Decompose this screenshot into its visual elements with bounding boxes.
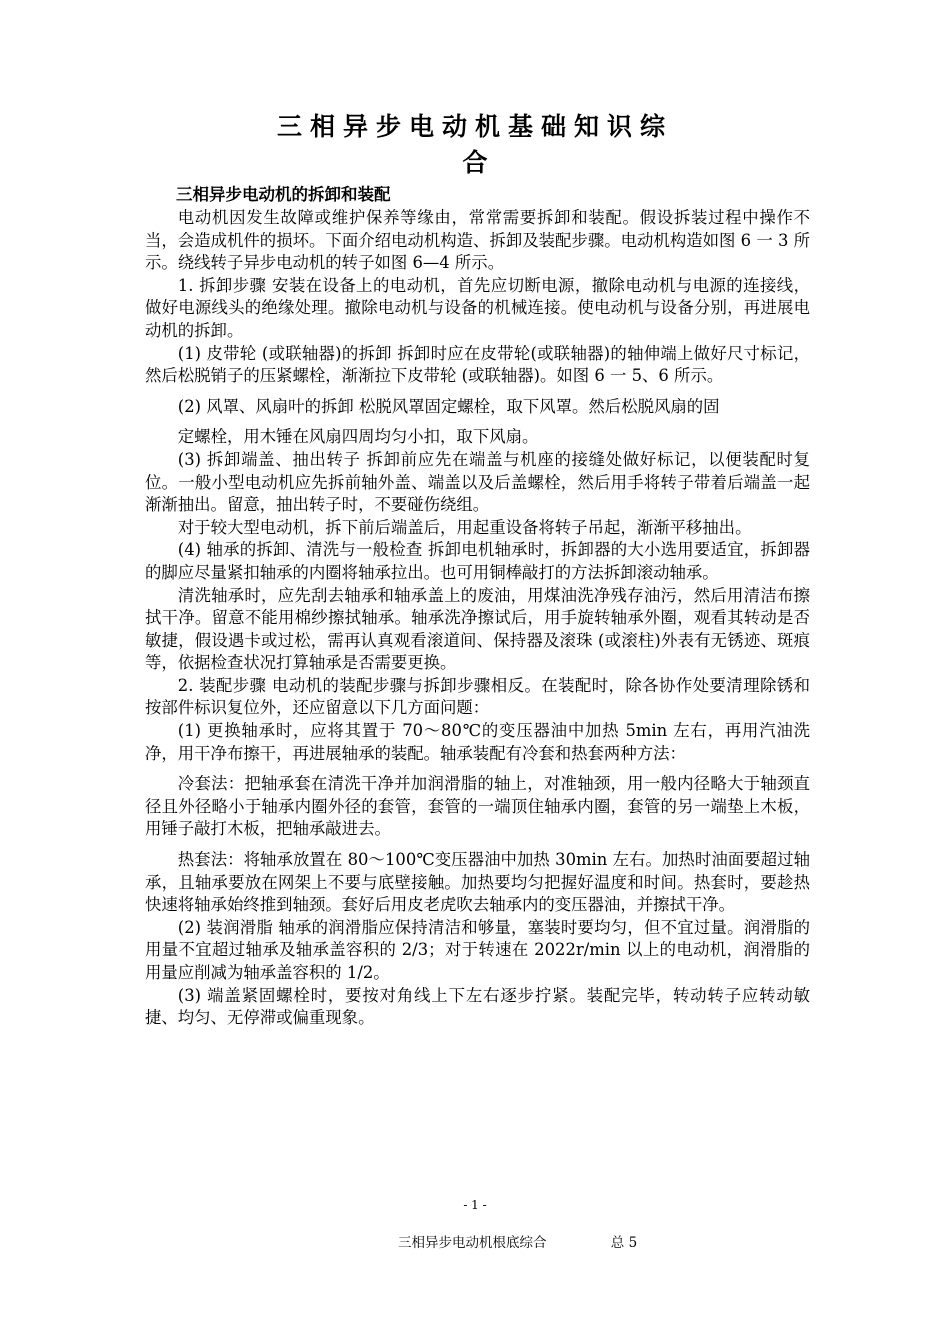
document-title-line-2: 合 xyxy=(462,148,488,177)
footer-total-pages: 总 5 xyxy=(610,1235,638,1251)
document-title-line-1: 三相异步电动机基础知识综 xyxy=(276,112,673,141)
paragraph-endcap-bolts: (3) 端盖紧固螺栓时，要按对角线上下左右逐步拧紧。装配完毕，转动转子应转动敏捷、均匀、无停滞或偏重现象。 xyxy=(145,985,810,1028)
document-body xyxy=(145,207,810,1030)
paragraph-fan-removal: (2) 风罩、风扇叶的拆卸 松脱风罩固定螺栓，取下风罩。然后松脱风扇的固 xyxy=(177,396,720,416)
page-number: - 1 - xyxy=(463,1198,487,1212)
paragraph-pulley-removal: (1) 皮带轮 (或联轴器)的拆卸 拆卸时应在皮带轮(或联轴器)的轴伸端上做好尺寸标记，然后松脱销子的压紧螺栓，渐渐拉下皮带轮 (或联轴器)。如图 6 一 5、6 所示。 xyxy=(145,343,810,386)
paragraph-large-motor: 对于较大型电动机，拆下前后端盖后，用起重设备将转子吊起，渐渐平移抽出。 xyxy=(177,517,752,537)
footer-title: 三相异步电动机根底综合 xyxy=(398,1235,547,1251)
paragraph-bearing-removal: (4) 轴承的拆卸、清洗与一般检查 拆卸电机轴承时，拆卸器的大小选用要适宜，拆卸器的脚应尽量紧扣轴承的内圈将轴承拉出。也可用铜棒敲打的方法拆卸滚动轴承。 xyxy=(145,540,810,582)
paragraph-bearing-cleaning: 清洗轴承时，应先刮去轴承和轴承盖上的废油，用煤油洗净残存油污，然后用清洁布擦拭干净。留意不能用棉纱擦拭轴承。轴承洗净擦试后，用手旋转轴承外圈，观看其转动是否敏捷，假设遇卡或过松，需再认真观看滚道间、保持器及滚珠 (或滚柱)外表有无锈迹、斑痕等，依据检查状况打算轴承是否需要更换。 xyxy=(145,585,810,673)
paragraph-endcap-removal: (3) 拆卸端盖、抽出转子 拆卸前应先在端盖与机座的接缝处做好标记，以便装配时复位。一般小型电动机应先拆前轴外盖、端盖以及后盖螺栓，然后用手将转子带着后端盖一起渐渐抽出。留意，抽出转子时，不要碰伤绕组。 xyxy=(145,449,810,515)
paragraph-hot-fit: 热套法：将轴承放置在 80～100℃变压器油中加热 30min 左右。加热时油面要超过轴承，且轴承要放在网架上不要与底壁接触。加热要均匀把握好温度和时间。热套时，要趁热快速将轴承始终推到轴颈。套好后用皮老虎吹去轴承内的变压器油，并擦拭干净。 xyxy=(145,850,810,915)
paragraph-grease: (2) 装润滑脂 轴承的润滑脂应保持清洁和够量，塞装时要均匀，但不宜过量。润滑脂的用量不宜超过轴承及轴承盖容积的 2/3；对于转速在 2022r/min 以上的电动机，润滑脂的用量应削减为轴承盖容积的 1/2。 xyxy=(145,917,810,982)
paragraph-intro: 电动机因发生故障或维护保养等缘由，常常需要拆卸和装配。假设拆装过程中操作不当，会造成机件的损坏。下面介绍电动机构造、拆卸及装配步骤。电动机构造如图 6 一 3 所示。绕线转子异步电动机的转子如图 6—4 所示。 xyxy=(145,208,810,273)
footer-info xyxy=(398,1234,637,1252)
paragraph-fan-removal-cont: 定螺栓，用木锤在风扇四周均匀小扣，取下风扇。 xyxy=(177,427,539,447)
paragraph-assembly-steps: 2. 装配步骤 电动机的装配步骤与拆卸步骤相反。在装配时，除各协作处要清理除锈和按部件标识复位外，还应留意以下几方面问题： xyxy=(145,675,810,718)
section-heading: 三相异步电动机的拆卸和装配 xyxy=(176,185,391,204)
paragraph-disassembly-steps: 1. 拆卸步骤 安装在设备上的电动机，首先应切断电源，撤除电动机与电源的连接线，做好电源线头的绝缘处理。撤除电动机与设备的机械连接。使电动机与设备分别，再进展电动机的拆卸。 xyxy=(145,275,810,340)
paragraph-bearing-replacement: (1) 更换轴承时，应将其置于 70～80℃的变压器油中加热 5min 左右，再用汽油洗净，用干净布擦干，再进展轴承的装配。轴承装配有冷套和热套两种方法： xyxy=(145,721,810,763)
paragraph-cold-fit: 冷套法：把轴承套在清洗干净并加润滑脂的轴上，对准轴颈，用一般内径略大于轴颈直径且外径略小于轴承内圈外径的套管，套管的一端顶住轴承内圈，套管的另一端垫上木板，用锤子敲打木板，把轴承敲进去。 xyxy=(145,774,810,839)
